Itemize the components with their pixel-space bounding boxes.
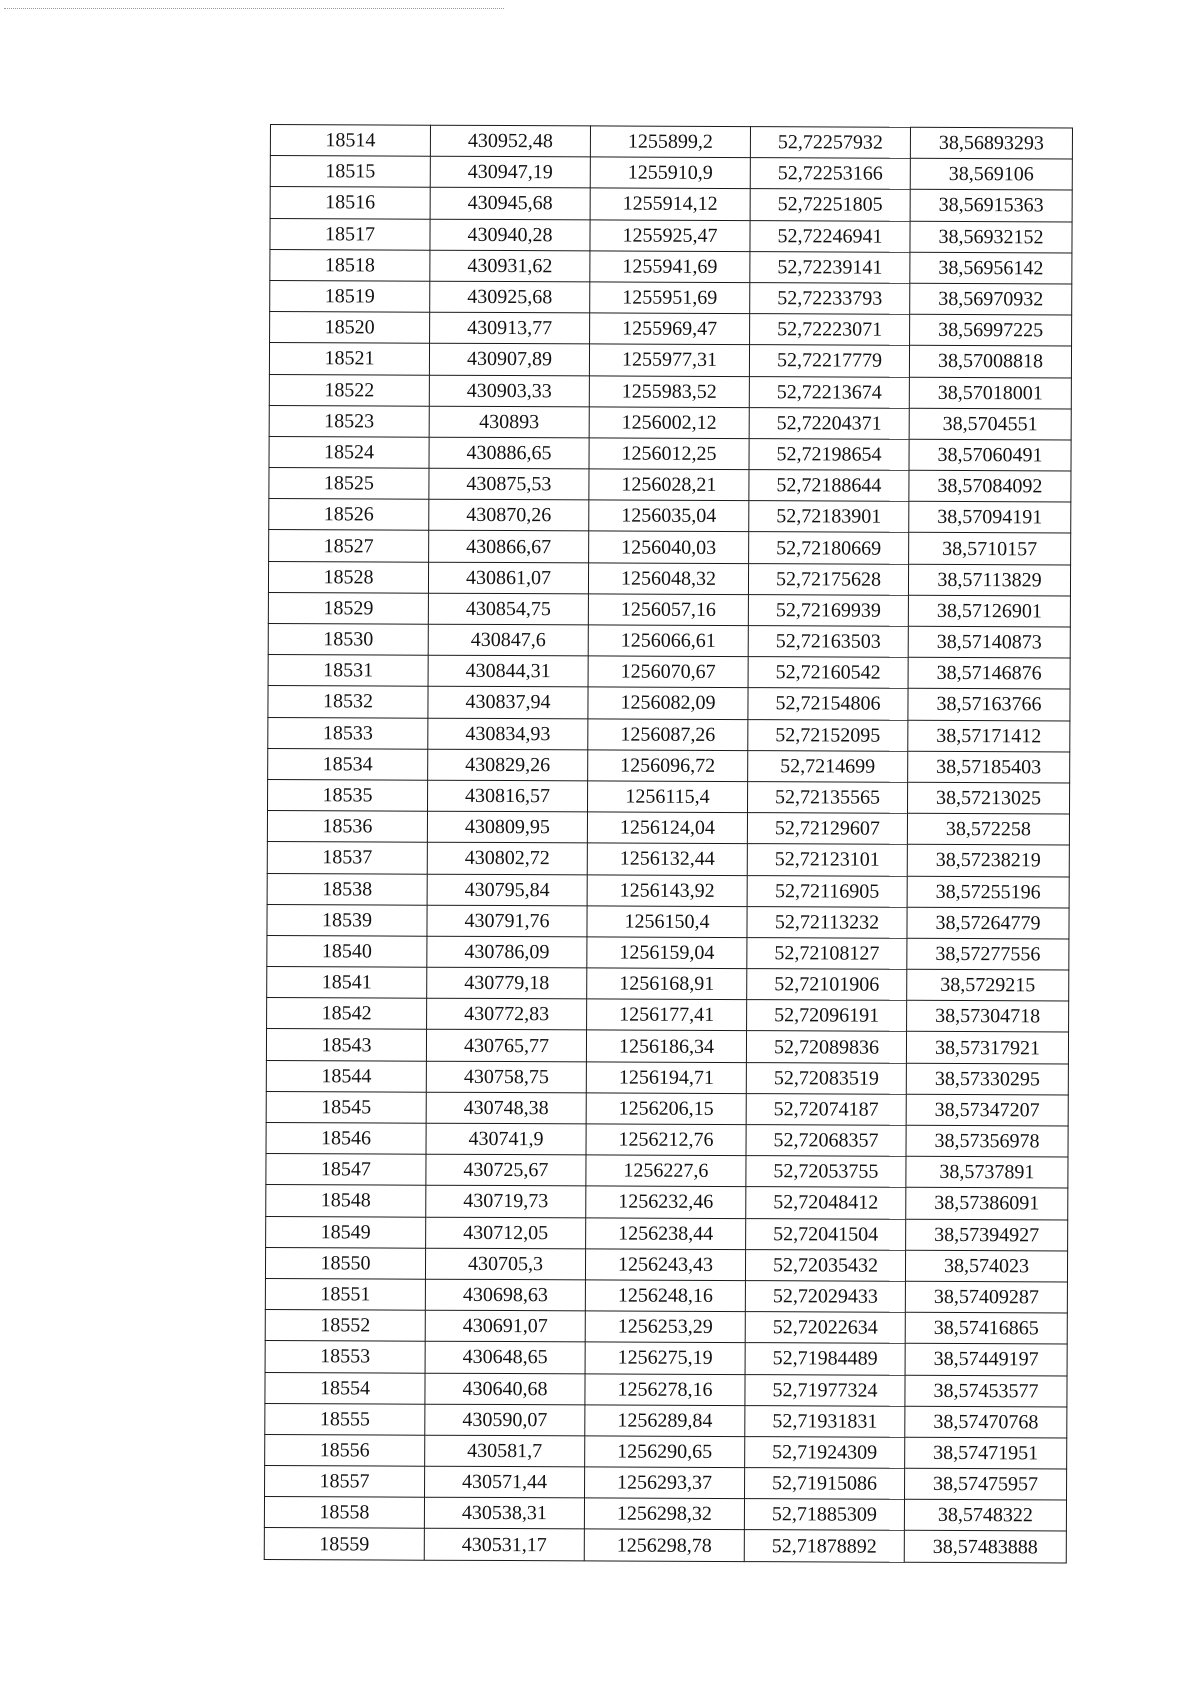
table-row	[265, 1403, 1067, 1438]
longitude-cell: 38,57146876	[908, 657, 1070, 689]
table-row	[269, 530, 1071, 565]
point-number-cell: 18522	[269, 374, 429, 406]
x-coordinate-cell: 430903,33	[429, 375, 589, 407]
latitude-cell: 52,72163503	[748, 626, 908, 658]
y-coordinate-cell: 1256177,41	[587, 999, 747, 1031]
table-row	[267, 998, 1069, 1033]
y-coordinate-cell: 1256159,04	[587, 937, 747, 969]
table-row	[268, 561, 1070, 596]
latitude-cell: 52,71915086	[745, 1468, 905, 1500]
x-coordinate-cell: 430590,07	[425, 1404, 585, 1436]
table-row	[267, 811, 1069, 846]
table-row	[270, 249, 1072, 284]
table-row	[269, 436, 1071, 471]
longitude-cell: 38,56932152	[910, 221, 1072, 253]
table-row	[268, 717, 1070, 752]
latitude-cell: 52,72233793	[750, 283, 910, 315]
latitude-cell: 52,72123101	[747, 844, 907, 876]
table-row	[270, 280, 1072, 315]
y-coordinate-cell: 1256253,29	[585, 1311, 745, 1343]
x-coordinate-cell: 430952,48	[430, 125, 590, 157]
point-number-cell: 18524	[269, 436, 429, 468]
point-number-cell: 18526	[269, 499, 429, 531]
x-coordinate-cell: 430913,77	[430, 312, 590, 344]
latitude-cell: 52,72113232	[747, 906, 907, 938]
point-number-cell: 18531	[268, 655, 428, 687]
point-number-cell: 18550	[265, 1247, 425, 1279]
point-number-cell: 18514	[270, 125, 430, 157]
point-number-cell: 18515	[270, 156, 430, 188]
table-row	[268, 779, 1070, 814]
latitude-cell: 52,72089836	[746, 1031, 906, 1063]
longitude-cell: 38,57171412	[908, 720, 1070, 752]
x-coordinate-cell: 430531,17	[424, 1529, 584, 1561]
latitude-cell: 52,72204371	[749, 407, 909, 439]
latitude-cell: 52,72160542	[748, 657, 908, 689]
longitude-cell: 38,57475957	[905, 1468, 1067, 1500]
table-row	[269, 499, 1071, 534]
x-coordinate-cell: 430791,76	[427, 905, 587, 937]
longitude-cell: 38,57483888	[904, 1531, 1066, 1563]
longitude-cell: 38,57416865	[905, 1312, 1067, 1344]
point-number-cell: 18521	[269, 343, 429, 375]
x-coordinate-cell: 430705,3	[425, 1248, 585, 1280]
latitude-cell: 52,71931831	[745, 1405, 905, 1437]
y-coordinate-cell: 1256186,34	[586, 1030, 746, 1062]
x-coordinate-cell: 430829,26	[428, 749, 588, 781]
table-row	[269, 405, 1071, 440]
x-coordinate-cell: 430947,19	[430, 156, 590, 188]
x-coordinate-cell: 430741,9	[426, 1123, 586, 1155]
point-number-cell: 18559	[264, 1528, 424, 1560]
point-number-cell: 18544	[266, 1060, 426, 1092]
longitude-cell: 38,57140873	[908, 626, 1070, 658]
latitude-cell: 52,72041504	[746, 1218, 906, 1250]
point-number-cell: 18554	[265, 1372, 425, 1404]
longitude-cell: 38,574023	[905, 1250, 1067, 1282]
latitude-cell: 52,72035432	[745, 1249, 905, 1281]
latitude-cell: 52,71924309	[745, 1436, 905, 1468]
table-row	[268, 748, 1070, 783]
latitude-cell: 52,72135565	[747, 782, 907, 814]
point-number-cell: 18552	[265, 1310, 425, 1342]
x-coordinate-cell: 430844,31	[428, 655, 588, 687]
latitude-cell: 52,72257932	[750, 127, 910, 159]
latitude-cell: 52,71878892	[744, 1530, 904, 1562]
latitude-cell: 52,72251805	[750, 189, 910, 221]
point-number-cell: 18557	[265, 1466, 425, 1498]
x-coordinate-cell: 430809,95	[427, 811, 587, 843]
table-row	[266, 1185, 1068, 1220]
table-row	[264, 1528, 1066, 1563]
y-coordinate-cell: 1256275,19	[585, 1342, 745, 1374]
latitude-cell: 52,72180669	[749, 532, 909, 564]
point-number-cell: 18555	[265, 1403, 425, 1435]
table-row	[267, 904, 1069, 939]
y-coordinate-cell: 1255983,52	[589, 375, 749, 407]
table-row	[265, 1434, 1067, 1469]
longitude-cell: 38,57094191	[909, 502, 1071, 534]
point-number-cell: 18529	[268, 592, 428, 624]
y-coordinate-cell: 1256206,15	[586, 1093, 746, 1125]
point-number-cell: 18542	[267, 998, 427, 1030]
latitude-cell: 52,72169939	[748, 594, 908, 626]
point-number-cell: 18532	[268, 686, 428, 718]
point-number-cell: 18523	[269, 405, 429, 437]
coordinates-table	[264, 124, 1073, 1563]
x-coordinate-cell: 430719,73	[426, 1186, 586, 1218]
x-coordinate-cell: 430837,94	[428, 687, 588, 719]
longitude-cell: 38,569106	[910, 158, 1072, 190]
latitude-cell: 52,72154806	[748, 688, 908, 720]
table-row	[267, 842, 1069, 877]
point-number-cell: 18535	[268, 779, 428, 811]
table-row	[266, 1122, 1068, 1157]
latitude-cell: 52,72068357	[746, 1125, 906, 1157]
x-coordinate-cell: 430847,6	[428, 624, 588, 656]
x-coordinate-cell: 430875,53	[429, 468, 589, 500]
longitude-cell: 38,57470768	[905, 1406, 1067, 1438]
y-coordinate-cell: 1256143,92	[587, 874, 747, 906]
x-coordinate-cell: 430571,44	[425, 1466, 585, 1498]
table-row	[270, 218, 1072, 253]
point-number-cell: 18537	[267, 842, 427, 874]
point-number-cell: 18527	[269, 530, 429, 562]
table-row	[270, 187, 1072, 222]
x-coordinate-cell: 430795,84	[427, 874, 587, 906]
x-coordinate-cell: 430925,68	[430, 281, 590, 313]
latitude-cell: 52,72029433	[745, 1281, 905, 1313]
x-coordinate-cell: 430712,05	[426, 1217, 586, 1249]
y-coordinate-cell: 1256278,16	[585, 1373, 745, 1405]
point-number-cell: 18558	[264, 1497, 424, 1529]
point-number-cell: 18547	[266, 1154, 426, 1186]
point-number-cell: 18534	[268, 748, 428, 780]
table-row	[269, 343, 1071, 378]
scan-artifact-line	[4, 8, 504, 9]
x-coordinate-cell: 430893	[429, 406, 589, 438]
latitude-cell: 52,72053755	[746, 1156, 906, 1188]
table-row	[265, 1372, 1067, 1407]
longitude-cell: 38,57330295	[906, 1063, 1068, 1095]
x-coordinate-cell: 430725,67	[426, 1154, 586, 1186]
latitude-cell: 52,71984489	[745, 1343, 905, 1375]
latitude-cell: 52,72175628	[748, 563, 908, 595]
y-coordinate-cell: 1256290,65	[585, 1436, 745, 1468]
table-row	[265, 1310, 1067, 1345]
longitude-cell: 38,572258	[907, 813, 1069, 845]
y-coordinate-cell: 1256096,72	[588, 750, 748, 782]
latitude-cell: 52,72096191	[747, 1000, 907, 1032]
longitude-cell: 38,57185403	[908, 751, 1070, 783]
y-coordinate-cell: 1256212,76	[586, 1124, 746, 1156]
longitude-cell: 38,57084092	[909, 470, 1071, 502]
longitude-cell: 38,5704551	[909, 408, 1071, 440]
point-number-cell: 18548	[266, 1185, 426, 1217]
longitude-cell: 38,57163766	[908, 689, 1070, 721]
x-coordinate-cell: 430802,72	[427, 843, 587, 875]
latitude-cell: 52,72083519	[746, 1062, 906, 1094]
y-coordinate-cell: 1256087,26	[588, 718, 748, 750]
longitude-cell: 38,57008818	[909, 346, 1071, 378]
latitude-cell: 52,72217779	[749, 345, 909, 377]
table-row	[265, 1278, 1067, 1313]
y-coordinate-cell: 1256124,04	[587, 812, 747, 844]
table-row	[264, 1497, 1066, 1532]
point-number-cell: 18520	[270, 312, 430, 344]
x-coordinate-cell: 430581,7	[425, 1435, 585, 1467]
table-row	[267, 873, 1069, 908]
latitude-cell: 52,72246941	[750, 220, 910, 252]
longitude-cell: 38,57386091	[906, 1188, 1068, 1220]
point-number-cell: 18543	[266, 1029, 426, 1061]
latitude-cell: 52,72239141	[750, 251, 910, 283]
longitude-cell: 38,57126901	[908, 595, 1070, 627]
table-row	[269, 374, 1071, 409]
table-row	[265, 1247, 1067, 1282]
longitude-cell: 38,57238219	[907, 845, 1069, 877]
point-number-cell: 18517	[270, 218, 430, 250]
y-coordinate-cell: 1256040,03	[589, 531, 749, 563]
y-coordinate-cell: 1256035,04	[589, 500, 749, 532]
x-coordinate-cell: 430538,31	[424, 1497, 584, 1529]
x-coordinate-cell: 430748,38	[426, 1092, 586, 1124]
latitude-cell: 52,71977324	[745, 1374, 905, 1406]
latitude-cell: 52,72116905	[747, 875, 907, 907]
point-number-cell: 18539	[267, 904, 427, 936]
longitude-cell: 38,57213025	[907, 782, 1069, 814]
table-row	[266, 1216, 1068, 1251]
y-coordinate-cell: 1256194,71	[586, 1062, 746, 1094]
y-coordinate-cell: 1256012,25	[589, 438, 749, 470]
table-row	[268, 686, 1070, 721]
table-row	[270, 125, 1072, 160]
longitude-cell: 38,57018001	[909, 377, 1071, 409]
table-row	[268, 655, 1070, 690]
latitude-cell: 52,71885309	[744, 1499, 904, 1531]
table-row	[266, 1154, 1068, 1189]
longitude-cell: 38,57394927	[906, 1219, 1068, 1251]
x-coordinate-cell: 430945,68	[430, 188, 590, 220]
x-coordinate-cell: 430861,07	[428, 562, 588, 594]
x-coordinate-cell: 430779,18	[427, 967, 587, 999]
y-coordinate-cell: 1256168,91	[587, 968, 747, 1000]
point-number-cell: 18530	[268, 623, 428, 655]
x-coordinate-cell: 430886,65	[429, 437, 589, 469]
y-coordinate-cell: 1256070,67	[588, 656, 748, 688]
y-coordinate-cell: 1255914,12	[590, 188, 750, 220]
longitude-cell: 38,57347207	[906, 1094, 1068, 1126]
longitude-cell: 38,57264779	[907, 907, 1069, 939]
latitude-cell: 52,72074187	[746, 1093, 906, 1125]
longitude-cell: 38,5729215	[907, 969, 1069, 1001]
latitude-cell: 52,72253166	[750, 158, 910, 190]
y-coordinate-cell: 1256048,32	[588, 563, 748, 595]
longitude-cell: 38,5737891	[906, 1156, 1068, 1188]
longitude-cell: 38,56956142	[910, 252, 1072, 284]
latitude-cell: 52,72223071	[750, 314, 910, 346]
point-number-cell: 18556	[265, 1434, 425, 1466]
x-coordinate-cell: 430931,62	[430, 250, 590, 282]
coordinates-table-body	[264, 125, 1072, 1563]
y-coordinate-cell: 1256002,12	[589, 407, 749, 439]
longitude-cell: 38,5710157	[909, 533, 1071, 565]
point-number-cell: 18541	[267, 967, 427, 999]
latitude-cell: 52,72022634	[745, 1312, 905, 1344]
x-coordinate-cell: 430834,93	[428, 718, 588, 750]
latitude-cell: 52,72188644	[749, 470, 909, 502]
point-number-cell: 18536	[267, 811, 427, 843]
latitude-cell: 52,72213674	[749, 376, 909, 408]
x-coordinate-cell: 430758,75	[426, 1061, 586, 1093]
table-row	[266, 1091, 1068, 1126]
latitude-cell: 52,72198654	[749, 438, 909, 470]
y-coordinate-cell: 1256057,16	[588, 594, 748, 626]
longitude-cell: 38,57471951	[905, 1437, 1067, 1469]
longitude-cell: 38,57113829	[908, 564, 1070, 596]
x-coordinate-cell: 430648,65	[425, 1342, 585, 1374]
table-row	[266, 1029, 1068, 1064]
y-coordinate-cell: 1256082,09	[588, 687, 748, 719]
y-coordinate-cell: 1256066,61	[588, 625, 748, 657]
x-coordinate-cell: 430940,28	[430, 219, 590, 251]
point-number-cell: 18525	[269, 468, 429, 500]
point-number-cell: 18553	[265, 1341, 425, 1373]
table-row	[268, 623, 1070, 658]
point-number-cell: 18549	[266, 1216, 426, 1248]
longitude-cell: 38,56970932	[910, 283, 1072, 315]
x-coordinate-cell: 430870,26	[429, 499, 589, 531]
point-number-cell: 18546	[266, 1122, 426, 1154]
x-coordinate-cell: 430816,57	[428, 780, 588, 812]
y-coordinate-cell: 1256150,4	[587, 906, 747, 938]
point-number-cell: 18533	[268, 717, 428, 749]
latitude-cell: 52,72152095	[748, 719, 908, 751]
longitude-cell: 38,57409287	[905, 1281, 1067, 1313]
x-coordinate-cell: 430907,89	[429, 344, 589, 376]
y-coordinate-cell: 1256293,37	[585, 1467, 745, 1499]
table-row	[267, 935, 1069, 970]
point-number-cell: 18519	[270, 280, 430, 312]
point-number-cell: 18540	[267, 935, 427, 967]
y-coordinate-cell: 1256115,4	[588, 781, 748, 813]
point-number-cell: 18538	[267, 873, 427, 905]
table-row	[269, 468, 1071, 503]
y-coordinate-cell: 1255969,47	[590, 313, 750, 345]
y-coordinate-cell: 1255910,9	[590, 157, 750, 189]
y-coordinate-cell: 1255899,2	[590, 126, 750, 158]
table-row	[268, 592, 1070, 627]
longitude-cell: 38,57255196	[907, 876, 1069, 908]
latitude-cell: 52,72129607	[747, 813, 907, 845]
y-coordinate-cell: 1256289,84	[585, 1405, 745, 1437]
y-coordinate-cell: 1256238,44	[586, 1217, 746, 1249]
y-coordinate-cell: 1256227,6	[586, 1155, 746, 1187]
x-coordinate-cell: 430772,83	[427, 998, 587, 1030]
longitude-cell: 38,57317921	[906, 1032, 1068, 1064]
table-row	[267, 967, 1069, 1002]
table-row	[270, 156, 1072, 191]
point-number-cell: 18528	[268, 561, 428, 593]
longitude-cell: 38,56997225	[910, 314, 1072, 346]
y-coordinate-cell: 1255951,69	[590, 282, 750, 314]
y-coordinate-cell: 1255925,47	[590, 219, 750, 251]
longitude-cell: 38,57060491	[909, 439, 1071, 471]
y-coordinate-cell: 1256028,21	[589, 469, 749, 501]
latitude-cell: 52,7214699	[748, 750, 908, 782]
table-row	[266, 1060, 1068, 1095]
longitude-cell: 38,57356978	[906, 1125, 1068, 1157]
x-coordinate-cell: 430866,67	[429, 531, 589, 563]
latitude-cell: 52,72048412	[746, 1187, 906, 1219]
x-coordinate-cell: 430765,77	[426, 1030, 586, 1062]
y-coordinate-cell: 1256298,78	[584, 1529, 744, 1561]
y-coordinate-cell: 1256243,43	[585, 1249, 745, 1281]
x-coordinate-cell: 430691,07	[425, 1310, 585, 1342]
y-coordinate-cell: 1256248,16	[585, 1280, 745, 1312]
table-row	[270, 312, 1072, 347]
latitude-cell: 52,72101906	[747, 969, 907, 1001]
latitude-cell: 52,72108127	[747, 937, 907, 969]
longitude-cell: 38,5748322	[904, 1500, 1066, 1532]
latitude-cell: 52,72183901	[749, 501, 909, 533]
table-row	[265, 1341, 1067, 1376]
longitude-cell: 38,57277556	[907, 938, 1069, 970]
longitude-cell: 38,57449197	[905, 1344, 1067, 1376]
longitude-cell: 38,57304718	[907, 1001, 1069, 1033]
point-number-cell: 18518	[270, 249, 430, 281]
point-number-cell: 18516	[270, 187, 430, 219]
table-row	[265, 1466, 1067, 1501]
x-coordinate-cell: 430786,09	[427, 936, 587, 968]
x-coordinate-cell: 430854,75	[428, 593, 588, 625]
longitude-cell: 38,57453577	[905, 1375, 1067, 1407]
point-number-cell: 18545	[266, 1091, 426, 1123]
y-coordinate-cell: 1256298,32	[584, 1498, 744, 1530]
y-coordinate-cell: 1256232,46	[586, 1186, 746, 1218]
y-coordinate-cell: 1255977,31	[589, 344, 749, 376]
y-coordinate-cell: 1255941,69	[590, 251, 750, 283]
x-coordinate-cell: 430698,63	[425, 1279, 585, 1311]
y-coordinate-cell: 1256132,44	[587, 843, 747, 875]
point-number-cell: 18551	[265, 1278, 425, 1310]
x-coordinate-cell: 430640,68	[425, 1373, 585, 1405]
longitude-cell: 38,56893293	[910, 127, 1072, 159]
longitude-cell: 38,56915363	[910, 190, 1072, 222]
